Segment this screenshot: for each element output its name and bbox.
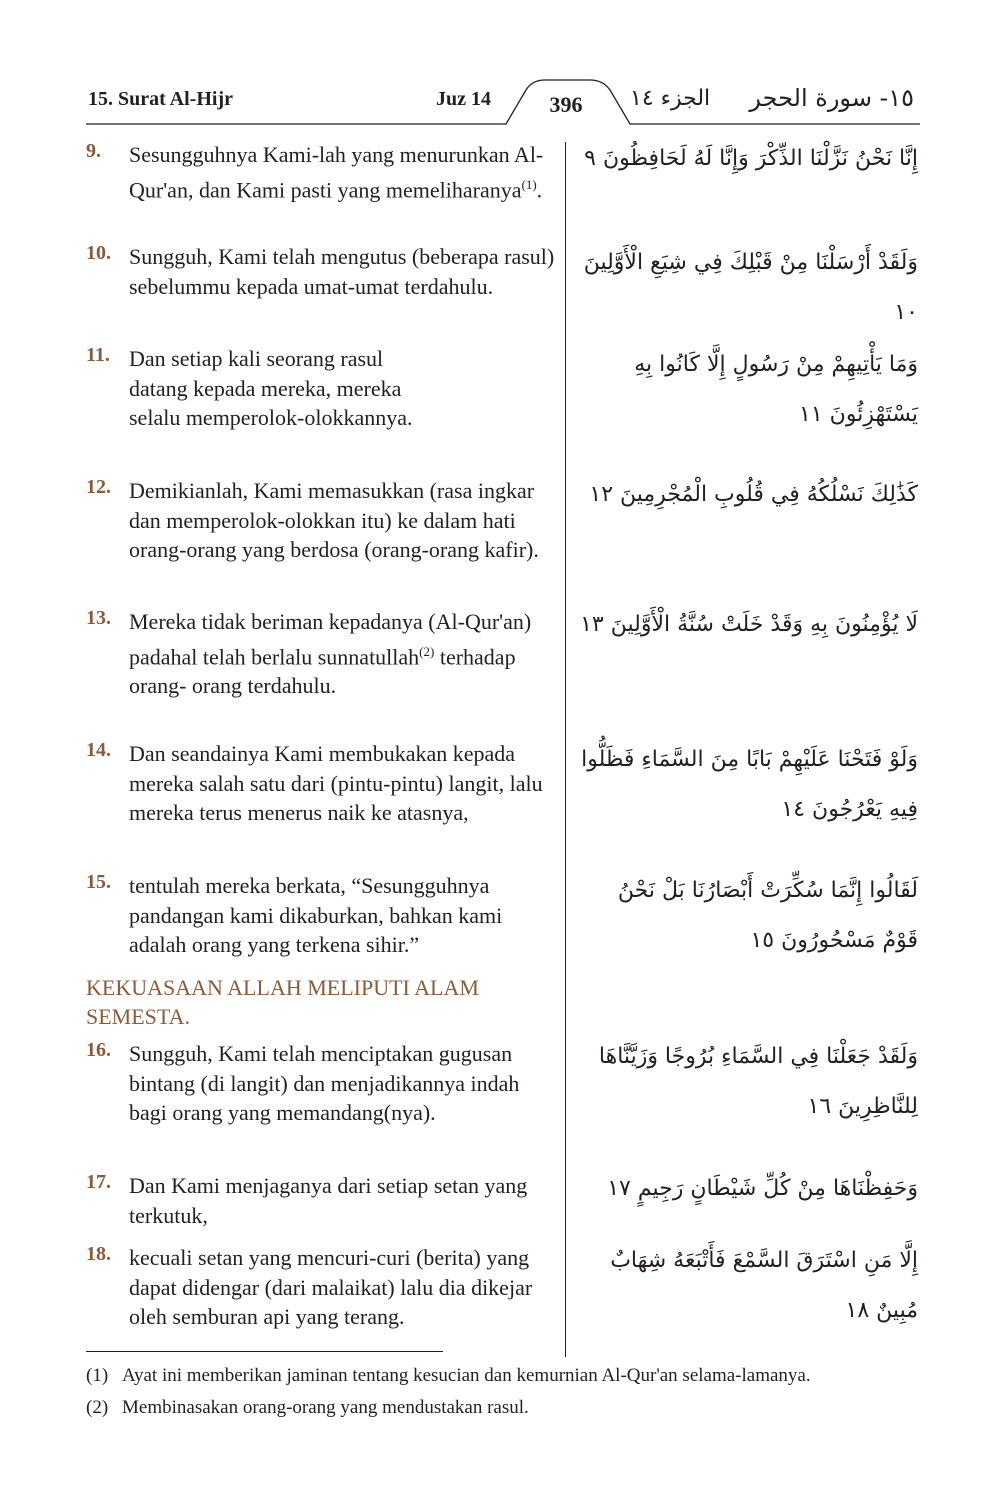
verse-number: 10. xyxy=(86,242,111,264)
arabic-verse-12: كَذَٰلِكَ نَسْلُكُهُ فِي قُلُوبِ الْمُجْرِمِينَ ١٢ xyxy=(589,482,918,507)
verse-number: 12. xyxy=(86,476,111,498)
verse-18 xyxy=(86,1243,561,1332)
verse-9 xyxy=(86,140,561,204)
arabic-verse-17: وَحَفِظْنَاهَا مِنْ كُلِّ شَيْطَانٍ رَجِيمٍ ١٧ xyxy=(607,1176,918,1201)
verse-translation: Dan seandainya Kami membukakan kepada mereka salah satu dari (pintu-pintu) langit, lalu mereka terus menerus naik ke atasnya, xyxy=(129,741,543,825)
verse-number: 14. xyxy=(86,739,111,761)
verse-number: 9. xyxy=(86,140,101,162)
verse-16 xyxy=(86,1039,561,1128)
verse-11 xyxy=(86,344,561,433)
footnote-mark: (1) xyxy=(86,1365,109,1386)
juz-label: Juz 14 xyxy=(436,88,491,110)
footnote-mark: (2) xyxy=(86,1397,109,1418)
verse-translation: Sungguh, Kami telah mengutus (beberapa rasul) sebelummu kepada umat-umat terdahulu. xyxy=(129,244,555,299)
verse-13 xyxy=(86,607,561,701)
footnote-2 xyxy=(86,1396,529,1420)
surah-title: 15. Surat Al-Hijr xyxy=(88,88,233,110)
footnote-text: Membinasakan orang-orang yang mendustakan rasul. xyxy=(122,1397,529,1418)
verse-number: 13. xyxy=(86,607,111,629)
footnote-text: Ayat ini memberikan jaminan tentang kesucian dan kemurnian Al-Qur'an selama-lamanya. xyxy=(122,1365,811,1386)
verse-number: 16. xyxy=(86,1039,111,1061)
verse-translation: tentulah mereka berkata, “Sesungguhnya pandangan kami dikaburkan, bahkan kami adalah orang yang terkena sihir.” xyxy=(129,873,503,957)
verse-translation: Sungguh, Kami telah menciptakan gugusan bintang (di langit) dan menjadikannya indah bagi orang yang memandang(nya). xyxy=(129,1041,520,1125)
verse-number: 18. xyxy=(86,1243,111,1265)
verse-translation: Mereka tidak beriman kepadanya (Al-Qur'an) padahal telah berlalu sunnatullah$^{(2)}$ terhadap orang- orang terdahulu. xyxy=(129,609,532,699)
section-heading: KEKUASAAN ALLAH MELIPUTI ALAM SEMESTA. xyxy=(86,975,479,1029)
footnote-ref: (1) xyxy=(521,176,537,192)
footnote-rule xyxy=(86,1351,443,1352)
arabic-juz-label: الجزء ١٤ xyxy=(630,86,711,111)
verse-14 xyxy=(86,739,561,828)
verse-number: 11. xyxy=(86,344,110,366)
verse-translation: Dan Kami menjaganya dari setiap setan yang terkutuk, xyxy=(129,1173,528,1228)
footnote-ref: (2) xyxy=(419,643,435,659)
arabic-verse-18: إِلَّا مَنِ اسْتَرَقَ السَّمْعَ فَأَتْبَعَهُ شِهَابٌ مُبِينٌ ١٨ xyxy=(610,1248,918,1323)
verse-number: 15. xyxy=(86,871,111,893)
arabic-verse-11: وَمَا يَأْتِيهِمْ مِنْ رَسُولٍ إِلَّا كَانُوا بِهِ يَسْتَهْزِئُونَ ١١ xyxy=(634,352,918,427)
verse-17 xyxy=(86,1171,561,1230)
verse-translation: Dan setiap kali seorang rasul datang kepada mereka, mereka selalu memperolok-olokkannya. xyxy=(129,346,413,430)
arabic-verse-15: لَقَالُوا إِنَّمَا سُكِّرَتْ أَبْصَارُنَا بَلْ نَحْنُ قَوْمٌ مَسْحُورُونَ ١٥ xyxy=(617,878,918,953)
verse-translation: Sesungguhnya Kami-lah yang menurunkan Al-Qur'an, dan Kami pasti yang memeliharanya$^{(1)}$. xyxy=(129,142,544,202)
arabic-verse-9: إِنَّا نَحْنُ نَزَّلْنَا الذِّكْرَ وَإِنَّا لَهُ لَحَافِظُونَ ٩ xyxy=(584,146,918,171)
verse-12 xyxy=(86,476,561,565)
verse-15 xyxy=(86,871,561,960)
footnote-1 xyxy=(86,1364,811,1388)
verse-10 xyxy=(86,242,561,301)
verse-translation: kecuali setan yang mencuri-curi (berita) yang dapat didengar (dari malaikat) lalu dia dikejar oleh semburan api yang terang. xyxy=(129,1245,533,1329)
verse-translation: Demikianlah, Kami memasukkan (rasa ingkar dan memperolok-olokkan itu) ke dalam hati orang-orang yang berdosa (orang-orang kafir). xyxy=(129,478,539,562)
arabic-verse-10: وَلَقَدْ أَرْسَلْنَا مِنْ قَبْلِكَ فِي شِيَعِ الْأَوَّلِينَ ١٠ xyxy=(583,250,918,325)
page-number: 396 xyxy=(549,92,583,117)
column-divider xyxy=(565,142,566,1357)
arabic-verse-14: وَلَوْ فَتَحْنَا عَلَيْهِمْ بَابًا مِنَ السَّمَاءِ فَظَلُّوا فِيهِ يَعْرُجُونَ ١٤ xyxy=(581,747,918,822)
arabic-surah-title: ١٥- سورة الحجر xyxy=(749,84,914,112)
arabic-verse-16: وَلَقَدْ جَعَلْنَا فِي السَّمَاءِ بُرُوجًا وَزَيَّنَّاهَا لِلنَّاظِرِينَ ١٦ xyxy=(598,1044,918,1119)
arabic-verse-13: لَا يُؤْمِنُونَ بِهِ وَقَدْ خَلَتْ سُنَّةُ الْأَوَّلِينَ ١٣ xyxy=(580,612,918,637)
verse-number: 17. xyxy=(86,1171,111,1193)
